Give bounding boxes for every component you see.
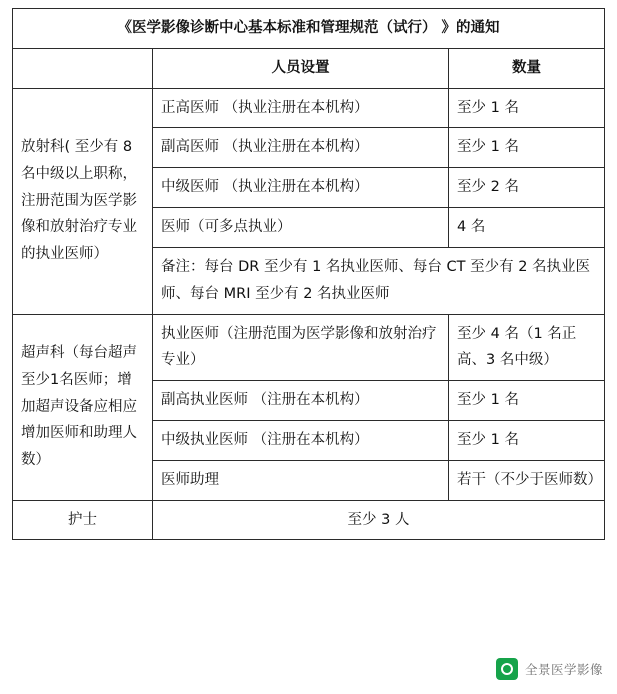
standards-table bbox=[12, 8, 605, 540]
section-header-ultrasound: 超声科（每台超声至少1名医师；增加超声设备应相应增加医师和助理人数） bbox=[13, 314, 153, 500]
watermark-text: 全景医学影像 bbox=[524, 662, 603, 677]
header-staff: 人员设置 bbox=[153, 48, 449, 88]
nurse-value: 至少 3 人 bbox=[153, 500, 605, 540]
wechat-account-icon bbox=[496, 658, 518, 680]
section-header-radiology: 放射科( 至少有 8 名中级以上职称，注册范围为医学影像和放射治疗专业的执业医师） bbox=[13, 88, 153, 314]
staff-cell: 副高执业医师 （注册在本机构） bbox=[153, 381, 449, 421]
count-cell: 若干（不少于医师数） bbox=[449, 460, 605, 500]
staff-cell: 医师助理 bbox=[153, 460, 449, 500]
count-cell: 至少 2 名 bbox=[449, 168, 605, 208]
staff-cell: 中级执业医师 （注册在本机构） bbox=[153, 420, 449, 460]
table-header-row bbox=[13, 48, 605, 88]
table-row bbox=[13, 88, 605, 128]
count-cell: 至少 4 名（1 名正高、3 名中级） bbox=[449, 314, 605, 381]
count-cell: 至少 1 名 bbox=[449, 381, 605, 421]
watermark bbox=[496, 658, 603, 680]
staff-cell: 执业医师（注册范围为医学影像和放射治疗专业） bbox=[153, 314, 449, 381]
count-cell: 4 名 bbox=[449, 208, 605, 248]
radiology-note: 备注：每台 DR 至少有 1 名执业医师、每台 CT 至少有 2 名执业医师、每台 MRI 至少有 2 名执业医师 bbox=[153, 247, 605, 314]
staff-cell: 中级医师 （执业注册在本机构） bbox=[153, 168, 449, 208]
table-row-nurse bbox=[13, 500, 605, 540]
staff-cell: 副高医师 （执业注册在本机构） bbox=[153, 128, 449, 168]
staff-cell: 医师（可多点执业） bbox=[153, 208, 449, 248]
count-cell: 至少 1 名 bbox=[449, 128, 605, 168]
count-cell: 至少 1 名 bbox=[449, 88, 605, 128]
count-cell: 至少 1 名 bbox=[449, 420, 605, 460]
table-title-row bbox=[13, 9, 605, 49]
document-title: 《医学影像诊断中心基本标准和管理规范（试行） 》的通知 bbox=[13, 9, 605, 49]
nurse-label: 护士 bbox=[13, 500, 153, 540]
staff-cell: 正高医师 （执业注册在本机构） bbox=[153, 88, 449, 128]
header-count: 数量 bbox=[449, 48, 605, 88]
header-blank-cell bbox=[13, 48, 153, 88]
table-row bbox=[13, 314, 605, 381]
